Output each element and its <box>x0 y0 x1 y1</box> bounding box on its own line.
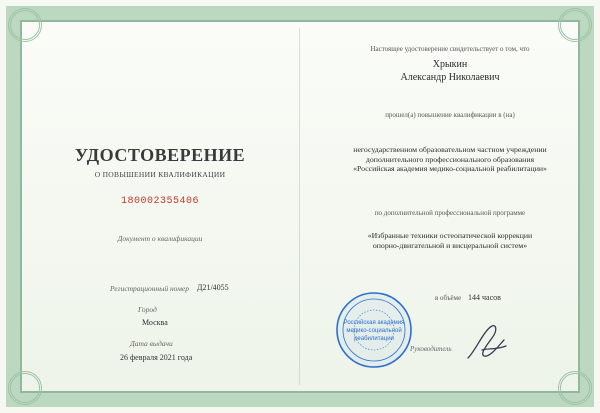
head-signature-label: Руководитель <box>410 345 452 353</box>
corner-ornament <box>558 371 592 405</box>
document-type: Документ о квалификации <box>117 234 203 243</box>
intro-text: Настоящее удостоверение свидетельствует о том, что <box>370 45 530 53</box>
passed-training-text: прошел(а) повышение квалификации в (на) <box>385 111 515 119</box>
corner-ornament <box>558 8 592 42</box>
signature-icon <box>462 320 510 368</box>
stamp-line: Российская академия <box>343 320 405 326</box>
institution-line: дополнительного профессионального образования <box>365 154 535 164</box>
certificate-subtitle: О ПОВЫШЕНИИ КВАЛИФИКАЦИИ <box>94 170 226 179</box>
institution-line: негосударственном образовательном частном учреждении <box>353 145 547 154</box>
issue-date-label: Дата выдачи <box>130 339 173 348</box>
institution-line: «Российская академия медико-социальной реабилитации» <box>353 164 547 173</box>
holder-surname: Хрыкин <box>432 59 468 70</box>
registration-label: Регистрационный номер <box>110 284 190 293</box>
city-label: Город <box>138 305 157 314</box>
volume-hours: 144 часов <box>468 293 501 302</box>
stamp-line: медико-социальной <box>346 328 402 334</box>
volume-label: в объёме <box>435 294 462 302</box>
issue-date: 26 февраля 2021 года <box>120 353 193 362</box>
stamp-line: реабилитации <box>354 336 394 342</box>
corner-ornament <box>8 371 42 405</box>
program-label: по дополнительной профессиональной программе <box>374 209 526 217</box>
center-divider <box>299 28 300 385</box>
holder-given-names: Александр Николаевич <box>400 72 500 83</box>
corner-ornament <box>8 8 42 42</box>
program-line: «Избранные техники остеопатической коррекции <box>367 231 533 240</box>
program-line: опорно-двигательной и висцеральной систем» <box>372 240 528 250</box>
official-stamp-icon <box>334 290 414 370</box>
registration-number: Д21/4055 <box>197 283 229 292</box>
program-name <box>315 231 585 250</box>
city-value: Москва <box>142 318 168 327</box>
institution-name <box>315 145 585 174</box>
serial-number: 180002355406 <box>120 196 199 207</box>
certificate-title: УДОСТОВЕРЕНИЕ <box>74 145 246 165</box>
